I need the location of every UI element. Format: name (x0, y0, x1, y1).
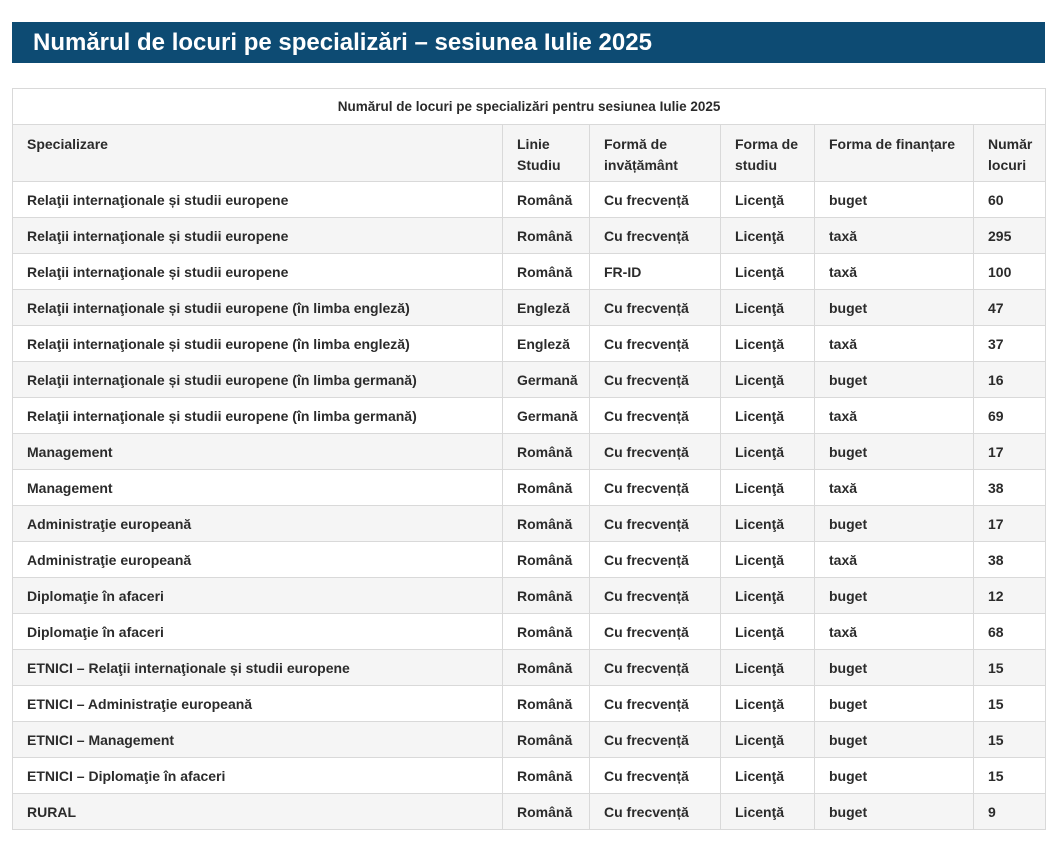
cell-numar-locuri: 16 (974, 362, 1046, 398)
cell-forma-finantare: buget (815, 794, 974, 830)
cell-numar-locuri: 17 (974, 506, 1046, 542)
cell-specializare: Administraţie europeană (13, 506, 503, 542)
table-caption: Numărul de locuri pe specializări pentru sesiunea Iulie 2025 (13, 89, 1046, 125)
table-body (13, 182, 1046, 830)
cell-forma-finantare: buget (815, 362, 974, 398)
column-header-linie-studiu: Linie Studiu (503, 125, 590, 182)
cell-linie-studiu: Română (503, 434, 590, 470)
cell-linie-studiu: Română (503, 218, 590, 254)
cell-forma-studiu: Licenţă (721, 470, 815, 506)
cell-forma-studiu: Licenţă (721, 614, 815, 650)
cell-forma-studiu: Licenţă (721, 254, 815, 290)
cell-forma-finantare: taxă (815, 326, 974, 362)
cell-linie-studiu: Română (503, 254, 590, 290)
cell-specializare: Relaţii internaţionale și studii europene (în limba germană) (13, 398, 503, 434)
cell-numar-locuri: 12 (974, 578, 1046, 614)
cell-forma-invatamant: Cu frecvență (590, 542, 721, 578)
cell-forma-studiu: Licenţă (721, 794, 815, 830)
table-row (13, 578, 1046, 614)
cell-specializare: Management (13, 470, 503, 506)
table-row (13, 542, 1046, 578)
cell-linie-studiu: Română (503, 650, 590, 686)
table-row (13, 398, 1046, 434)
cell-forma-finantare: buget (815, 686, 974, 722)
cell-specializare: Relaţii internaţionale și studii europene (în limba germană) (13, 362, 503, 398)
cell-forma-invatamant: Cu frecvență (590, 506, 721, 542)
cell-forma-invatamant: Cu frecvență (590, 614, 721, 650)
cell-forma-finantare: buget (815, 650, 974, 686)
table-row (13, 326, 1046, 362)
cell-specializare: Diplomaţie în afaceri (13, 578, 503, 614)
cell-numar-locuri: 69 (974, 398, 1046, 434)
cell-specializare: Relaţii internaţionale și studii europene (13, 182, 503, 218)
cell-forma-finantare: taxă (815, 254, 974, 290)
cell-linie-studiu: Română (503, 470, 590, 506)
cell-specializare: Relaţii internaţionale și studii europene (13, 218, 503, 254)
cell-numar-locuri: 47 (974, 290, 1046, 326)
cell-forma-studiu: Licenţă (721, 218, 815, 254)
cell-linie-studiu: Română (503, 794, 590, 830)
table-row (13, 290, 1046, 326)
cell-linie-studiu: Română (503, 542, 590, 578)
cell-numar-locuri: 68 (974, 614, 1046, 650)
cell-numar-locuri: 15 (974, 686, 1046, 722)
cell-forma-invatamant: Cu frecvență (590, 290, 721, 326)
cell-forma-invatamant: Cu frecvență (590, 326, 721, 362)
cell-numar-locuri: 15 (974, 650, 1046, 686)
cell-forma-invatamant: Cu frecvență (590, 758, 721, 794)
cell-numar-locuri: 15 (974, 722, 1046, 758)
cell-linie-studiu: Germană (503, 398, 590, 434)
table-row (13, 722, 1046, 758)
cell-forma-invatamant: Cu frecvență (590, 794, 721, 830)
table-row (13, 794, 1046, 830)
cell-forma-studiu: Licenţă (721, 182, 815, 218)
cell-numar-locuri: 17 (974, 434, 1046, 470)
table-row (13, 614, 1046, 650)
cell-forma-finantare: buget (815, 722, 974, 758)
table-row (13, 758, 1046, 794)
cell-specializare: Administraţie europeană (13, 542, 503, 578)
cell-forma-finantare: taxă (815, 218, 974, 254)
page-header-bar (12, 22, 1045, 63)
cell-linie-studiu: Română (503, 506, 590, 542)
cell-forma-invatamant: FR-ID (590, 254, 721, 290)
table-row (13, 650, 1046, 686)
cell-linie-studiu: Română (503, 686, 590, 722)
cell-specializare: ETNICI – Diplomaţie în afaceri (13, 758, 503, 794)
table-row (13, 470, 1046, 506)
cell-forma-studiu: Licenţă (721, 326, 815, 362)
cell-forma-studiu: Licenţă (721, 290, 815, 326)
cell-forma-invatamant: Cu frecvență (590, 182, 721, 218)
cell-numar-locuri: 60 (974, 182, 1046, 218)
cell-forma-invatamant: Cu frecvență (590, 434, 721, 470)
cell-specializare: Relaţii internaţionale și studii europene (în limba engleză) (13, 326, 503, 362)
cell-forma-finantare: buget (815, 434, 974, 470)
cell-numar-locuri: 295 (974, 218, 1046, 254)
places-table (12, 88, 1046, 830)
cell-numar-locuri: 37 (974, 326, 1046, 362)
cell-forma-finantare: taxă (815, 470, 974, 506)
cell-forma-invatamant: Cu frecvență (590, 722, 721, 758)
table-row (13, 434, 1046, 470)
cell-forma-invatamant: Cu frecvență (590, 470, 721, 506)
cell-forma-studiu: Licenţă (721, 722, 815, 758)
cell-linie-studiu: Română (503, 614, 590, 650)
column-header-forma-finantare: Forma de finanțare (815, 125, 974, 182)
cell-numar-locuri: 9 (974, 794, 1046, 830)
table-row (13, 686, 1046, 722)
cell-forma-studiu: Licenţă (721, 542, 815, 578)
places-table-container (12, 88, 1045, 830)
cell-forma-finantare: taxă (815, 542, 974, 578)
page-title: Numărul de locuri pe specializări – sesiunea Iulie 2025 (33, 28, 652, 56)
cell-forma-invatamant: Cu frecvență (590, 398, 721, 434)
cell-specializare: RURAL (13, 794, 503, 830)
table-header-row (13, 125, 1046, 182)
table-caption-row (13, 89, 1046, 125)
cell-numar-locuri: 38 (974, 470, 1046, 506)
cell-forma-studiu: Licenţă (721, 758, 815, 794)
cell-forma-finantare: buget (815, 182, 974, 218)
cell-numar-locuri: 38 (974, 542, 1046, 578)
cell-forma-finantare: taxă (815, 614, 974, 650)
cell-forma-studiu: Licenţă (721, 362, 815, 398)
column-header-specializare: Specializare (13, 125, 503, 182)
cell-specializare: Relaţii internaţionale și studii europene (în limba engleză) (13, 290, 503, 326)
cell-linie-studiu: Română (503, 722, 590, 758)
cell-forma-finantare: buget (815, 506, 974, 542)
cell-specializare: Management (13, 434, 503, 470)
cell-linie-studiu: Engleză (503, 290, 590, 326)
cell-forma-finantare: buget (815, 578, 974, 614)
column-header-forma-invatamant: Formă de invățământ (590, 125, 721, 182)
cell-specializare: Relaţii internaţionale și studii europene (13, 254, 503, 290)
cell-numar-locuri: 100 (974, 254, 1046, 290)
table-row (13, 362, 1046, 398)
cell-specializare: Diplomaţie în afaceri (13, 614, 503, 650)
cell-forma-studiu: Licenţă (721, 398, 815, 434)
table-row (13, 182, 1046, 218)
cell-forma-studiu: Licenţă (721, 506, 815, 542)
cell-specializare: ETNICI – Relaţii internaţionale și studii europene (13, 650, 503, 686)
cell-forma-studiu: Licenţă (721, 578, 815, 614)
table-row (13, 218, 1046, 254)
cell-forma-invatamant: Cu frecvență (590, 362, 721, 398)
cell-forma-finantare: buget (815, 290, 974, 326)
cell-numar-locuri: 15 (974, 758, 1046, 794)
cell-forma-invatamant: Cu frecvență (590, 218, 721, 254)
cell-linie-studiu: Germană (503, 362, 590, 398)
cell-forma-studiu: Licenţă (721, 434, 815, 470)
cell-linie-studiu: Română (503, 182, 590, 218)
cell-forma-studiu: Licenţă (721, 650, 815, 686)
table-row (13, 254, 1046, 290)
cell-forma-studiu: Licenţă (721, 686, 815, 722)
table-row (13, 506, 1046, 542)
cell-forma-invatamant: Cu frecvență (590, 650, 721, 686)
cell-linie-studiu: Română (503, 578, 590, 614)
cell-linie-studiu: Engleză (503, 326, 590, 362)
cell-specializare: ETNICI – Management (13, 722, 503, 758)
column-header-forma-studiu: Forma de studiu (721, 125, 815, 182)
cell-specializare: ETNICI – Administraţie europeană (13, 686, 503, 722)
cell-forma-invatamant: Cu frecvență (590, 578, 721, 614)
cell-forma-invatamant: Cu frecvență (590, 686, 721, 722)
cell-linie-studiu: Română (503, 758, 590, 794)
cell-forma-finantare: buget (815, 758, 974, 794)
cell-forma-finantare: taxă (815, 398, 974, 434)
column-header-numar-locuri: Număr locuri (974, 125, 1046, 182)
